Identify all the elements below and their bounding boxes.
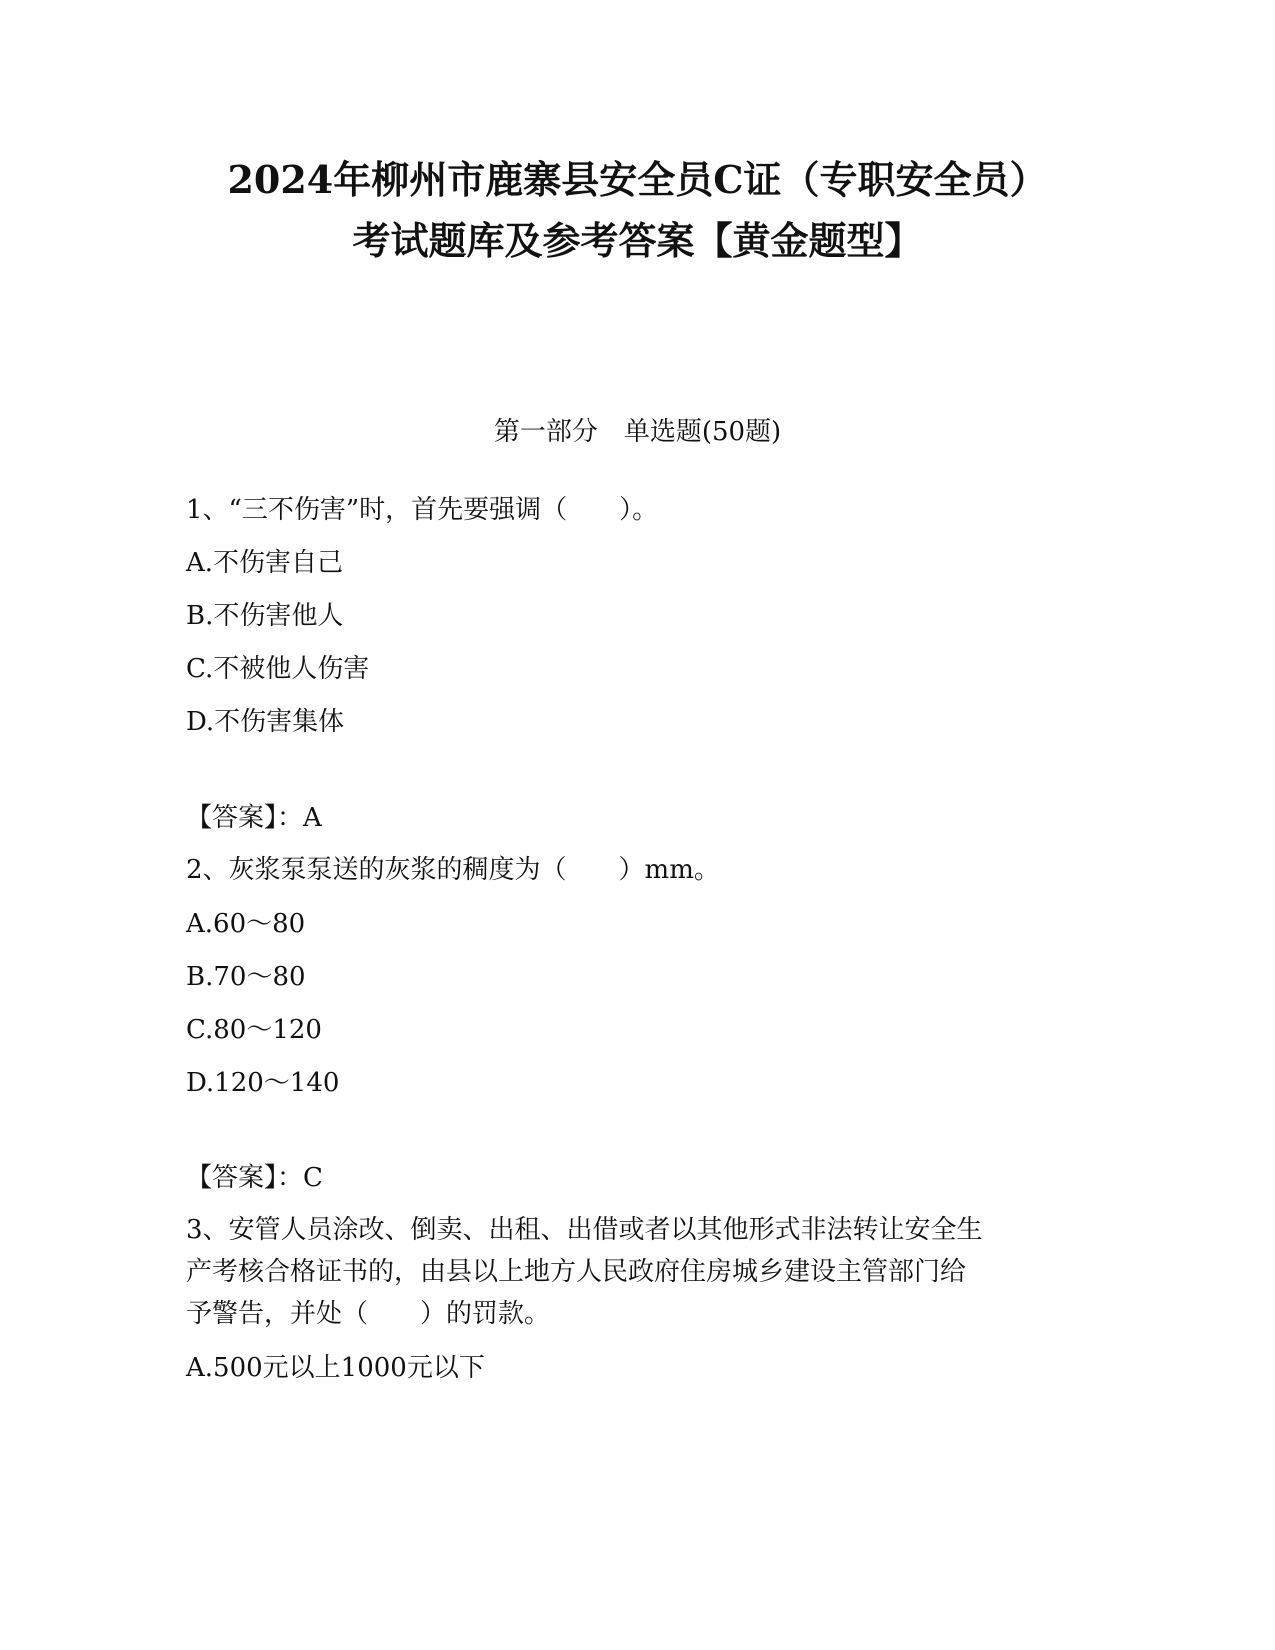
title-line-2: 考试题库及参考答案【黄金题型】 <box>352 218 923 263</box>
question-2-option-b: B.70～80 <box>186 962 306 992</box>
question-2-answer: 【答案】：C <box>186 1163 323 1193</box>
question-1-option-c: C.不被他人伤害 <box>186 654 370 684</box>
title-line-1: 2024年柳州市鹿寨县安全员C证（专职安全员） <box>227 157 1048 202</box>
question-3-option-a: A.500元以上1000元以下 <box>186 1353 485 1383</box>
question-3-text-line-2: 产考核合格证书的，由县以上地方人民政府住房城乡建设主管部门给 <box>186 1257 967 1287</box>
question-3-text-line-3: 予警告，并处（ ）的罚款。 <box>186 1299 551 1329</box>
question-2-option-d: D.120～140 <box>186 1068 340 1098</box>
question-2-option-a: A.60～80 <box>186 909 306 939</box>
question-1-text: 1、“三不伤害”时，首先要强调（ ）。 <box>186 495 659 525</box>
question-2-option-c: C.80～120 <box>186 1015 322 1045</box>
section-heading: 第一部分 单选题(50题) <box>493 417 782 447</box>
question-1-answer: 【答案】：A <box>186 803 322 833</box>
question-1-option-d: D.不伤害集体 <box>186 707 345 737</box>
question-3-text-line-1: 3、安管人员涂改、倒卖、出租、出借或者以其他形式非法转让安全生 <box>186 1215 983 1245</box>
question-1-option-b: B.不伤害他人 <box>186 601 344 631</box>
question-1-option-a: A.不伤害自己 <box>186 548 344 578</box>
question-2-text: 2、灰浆泵泵送的灰浆的稠度为（ ）mm。 <box>186 855 720 885</box>
